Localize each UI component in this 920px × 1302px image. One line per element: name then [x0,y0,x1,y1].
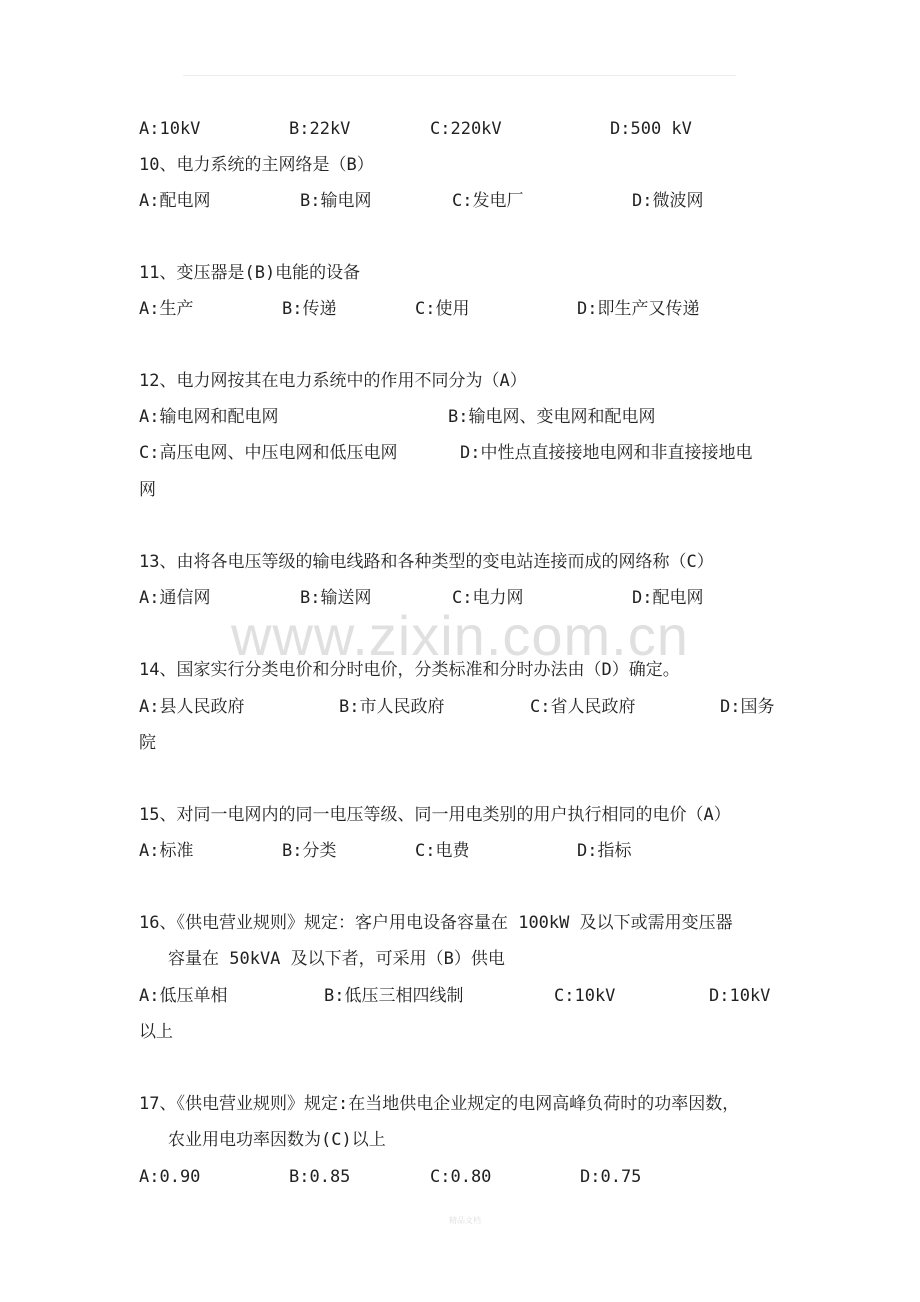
q12-option-d: D:中性点直接接地电网和非直接接地电 [460,443,753,463]
q13-option-b: B:输送网 [300,588,372,608]
q15-option-c: C:电费 [415,841,470,861]
q12-option-a: A:输电网和配电网 [139,407,279,427]
q17-option-a: A:0.90 [139,1167,201,1187]
q15-question-text: 15、对同一电网内的同一电压等级、同一用电类别的用户执行相同的电价（A） [139,805,731,825]
q10-option-c: C:发电厂 [452,191,524,211]
q14-question-text: 14、国家实行分类电价和分时电价，分类标准和分时办法由（D）确定。 [139,660,680,680]
q16-question-text: 16、《供电营业规则》规定：客户用电设备容量在 100kW 及以下或需用变压器 [139,913,733,933]
q12-option-c: C:高压电网、中压电网和低压电网 [139,443,398,463]
q15-option-b: B:分类 [282,841,337,861]
q17-option-d: D:0.75 [580,1167,642,1187]
q14-option-c: C:省人民政府 [530,697,636,717]
q16-option-a: A:低压单相 [139,986,228,1006]
q11-question-text: 11、变压器是(B)电能的设备 [139,263,361,283]
q16-option-c: C:10kV [554,986,616,1006]
q13-option-a: A:通信网 [139,588,211,608]
q11-option-c: C:使用 [415,299,470,319]
q13-question-text: 13、由将各电压等级的输电线路和各种类型的变电站连接而成的网络称（C） [139,552,714,572]
q14-option-d: D:国务 [720,697,775,717]
footer-mark: 精品文档 [449,1216,481,1225]
q10-question-text: 10、电力系统的主网络是（B） [139,155,374,175]
q11-option-b: B:传递 [282,299,337,319]
q11-option-d: D:即生产又传递 [577,299,700,319]
q11-option-a: A:生产 [139,299,194,319]
q16-option-wrap: 以上 [139,1022,173,1042]
q17-question-cont: 农业用电功率因数为(C)以上 [168,1130,386,1150]
q17-option-c: C:0.80 [430,1167,492,1187]
q9-option-b: B:22kV [289,119,351,139]
q10-option-a: A:配电网 [139,191,211,211]
header-rule [183,75,736,76]
q17-question-text: 17、《供电营业规则》规定:在当地供电企业规定的电网高峰负荷时的功率因数， [139,1094,740,1114]
q9-option-d: D:500 kV [610,119,692,139]
q15-option-a: A:标准 [139,841,194,861]
q14-option-wrap: 院 [139,733,156,753]
q14-option-b: B:市人民政府 [339,697,445,717]
q10-option-d: D:微波网 [632,191,704,211]
watermark-text: www.zixin.com.cn [231,604,689,667]
q9-option-a: A:10kV [139,119,201,139]
q17-option-b: B:0.85 [289,1167,351,1187]
q13-option-c: C:电力网 [452,588,524,608]
q14-option-a: A:县人民政府 [139,697,245,717]
q9-option-c: C:220kV [430,119,502,139]
q10-option-b: B:输电网 [300,191,372,211]
q13-option-d: D:配电网 [632,588,704,608]
q16-option-b: B:低压三相四线制 [324,986,464,1006]
q12-option-wrap: 网 [139,480,156,500]
q15-option-d: D:指标 [577,841,632,861]
q12-question-text: 12、电力网按其在电力系统中的作用不同分为（A） [139,371,527,391]
q12-option-b: B:输电网、变电网和配电网 [448,407,656,427]
q16-option-d: D:10kV [709,986,771,1006]
q16-question-cont: 容量在 50kVA 及以下者，可采用（B）供电 [168,949,505,969]
